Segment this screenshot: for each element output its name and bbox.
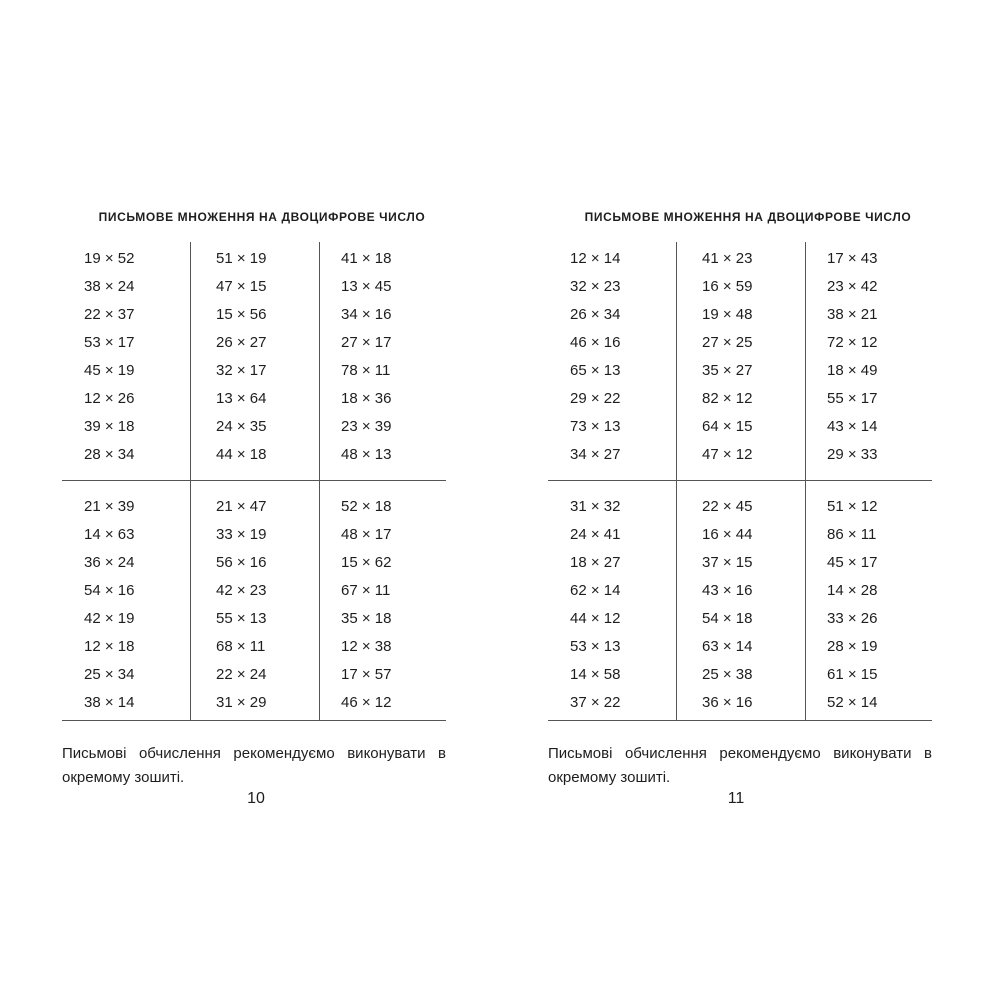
multiplication-exercise: 17 × 43 bbox=[827, 250, 878, 267]
multiplication-exercise: 18 × 27 bbox=[570, 554, 621, 571]
multiplication-exercise: 22 × 37 bbox=[84, 306, 135, 323]
multiplication-exercise: 34 × 27 bbox=[570, 446, 621, 463]
multiplication-exercise: 39 × 18 bbox=[84, 418, 135, 435]
multiplication-exercise: 14 × 63 bbox=[84, 526, 135, 543]
multiplication-exercise: 36 × 24 bbox=[84, 554, 135, 571]
page-number: 10 bbox=[247, 790, 265, 807]
multiplication-exercise: 41 × 23 bbox=[702, 250, 753, 267]
multiplication-exercise: 28 × 34 bbox=[84, 446, 135, 463]
multiplication-exercise: 78 × 11 bbox=[341, 362, 391, 379]
multiplication-exercise: 82 × 12 bbox=[702, 390, 753, 407]
multiplication-exercise: 19 × 52 bbox=[84, 250, 135, 267]
bottom-rule bbox=[62, 720, 446, 721]
multiplication-exercise: 43 × 14 bbox=[827, 418, 878, 435]
multiplication-exercise: 29 × 22 bbox=[570, 390, 621, 407]
multiplication-exercise: 52 × 14 bbox=[827, 694, 878, 711]
multiplication-exercise: 53 × 17 bbox=[84, 334, 135, 351]
multiplication-exercise: 36 × 16 bbox=[702, 694, 753, 711]
multiplication-exercise: 22 × 45 bbox=[702, 498, 753, 515]
multiplication-exercise: 65 × 13 bbox=[570, 362, 621, 379]
multiplication-exercise: 29 × 33 bbox=[827, 446, 878, 463]
multiplication-exercise: 45 × 17 bbox=[827, 554, 878, 571]
multiplication-exercise: 21 × 47 bbox=[216, 498, 267, 515]
multiplication-exercise: 47 × 12 bbox=[702, 446, 753, 463]
multiplication-exercise: 24 × 35 bbox=[216, 418, 267, 435]
multiplication-exercise: 25 × 34 bbox=[84, 666, 135, 683]
multiplication-exercise: 14 × 28 bbox=[827, 582, 878, 599]
multiplication-exercise: 24 × 41 bbox=[570, 526, 621, 543]
multiplication-exercise: 38 × 21 bbox=[827, 306, 878, 323]
multiplication-exercise: 44 × 12 bbox=[570, 610, 621, 627]
page-title: ПИСЬМОВЕ МНОЖЕННЯ НА ДВОЦИФРОВЕ ЧИСЛО bbox=[584, 210, 912, 224]
bottom-rule bbox=[548, 720, 932, 721]
multiplication-exercise: 13 × 64 bbox=[216, 390, 267, 407]
multiplication-exercise: 18 × 49 bbox=[827, 362, 878, 379]
multiplication-exercise: 67 × 11 bbox=[341, 582, 391, 599]
footnote: Письмові обчислення рекомендуємо виконувати в окремому зошиті. bbox=[548, 745, 932, 786]
multiplication-exercise: 25 × 38 bbox=[702, 666, 753, 683]
multiplication-exercise: 12 × 26 bbox=[84, 390, 135, 407]
multiplication-exercise: 38 × 24 bbox=[84, 278, 135, 295]
multiplication-exercise: 22 × 24 bbox=[216, 666, 267, 683]
multiplication-exercise: 35 × 18 bbox=[341, 610, 392, 627]
multiplication-exercise: 32 × 23 bbox=[570, 278, 621, 295]
multiplication-exercise: 31 × 29 bbox=[216, 694, 267, 711]
block-divider bbox=[548, 480, 932, 481]
multiplication-exercise: 55 × 13 bbox=[216, 610, 267, 627]
multiplication-exercise: 19 × 48 bbox=[702, 306, 753, 323]
multiplication-exercise: 35 × 27 bbox=[702, 362, 753, 379]
multiplication-exercise: 27 × 17 bbox=[341, 334, 392, 351]
multiplication-exercise: 15 × 62 bbox=[341, 554, 392, 571]
multiplication-exercise: 28 × 19 bbox=[827, 638, 878, 655]
multiplication-exercise: 12 × 18 bbox=[84, 638, 135, 655]
multiplication-exercise: 63 × 14 bbox=[702, 638, 753, 655]
multiplication-exercise: 38 × 14 bbox=[84, 694, 135, 711]
multiplication-exercise: 64 × 15 bbox=[702, 418, 753, 435]
multiplication-exercise: 53 × 13 bbox=[570, 638, 621, 655]
multiplication-exercise: 46 × 12 bbox=[341, 694, 392, 711]
multiplication-exercise: 68 × 11 bbox=[216, 638, 266, 655]
multiplication-exercise: 73 × 13 bbox=[570, 418, 621, 435]
multiplication-exercise: 48 × 13 bbox=[341, 446, 392, 463]
column-divider bbox=[805, 242, 806, 720]
multiplication-exercise: 16 × 44 bbox=[702, 526, 753, 543]
multiplication-exercise: 14 × 58 bbox=[570, 666, 621, 683]
multiplication-exercise: 56 × 16 bbox=[216, 554, 267, 571]
block-divider bbox=[62, 480, 446, 481]
multiplication-exercise: 47 × 15 bbox=[216, 278, 267, 295]
multiplication-exercise: 54 × 18 bbox=[702, 610, 753, 627]
multiplication-exercise: 37 × 22 bbox=[570, 694, 621, 711]
multiplication-exercise: 43 × 16 bbox=[702, 582, 753, 599]
multiplication-exercise: 13 × 45 bbox=[341, 278, 392, 295]
right-page bbox=[548, 0, 948, 1000]
multiplication-exercise: 37 × 15 bbox=[702, 554, 753, 571]
multiplication-exercise: 46 × 16 bbox=[570, 334, 621, 351]
multiplication-exercise: 55 × 17 bbox=[827, 390, 878, 407]
multiplication-exercise: 42 × 19 bbox=[84, 610, 135, 627]
multiplication-exercise: 42 × 23 bbox=[216, 582, 267, 599]
exercise-grid bbox=[548, 242, 932, 722]
multiplication-exercise: 18 × 36 bbox=[341, 390, 392, 407]
page-title: ПИСЬМОВЕ МНОЖЕННЯ НА ДВОЦИФРОВЕ ЧИСЛО bbox=[98, 210, 426, 224]
multiplication-exercise: 61 × 15 bbox=[827, 666, 878, 683]
multiplication-exercise: 41 × 18 bbox=[341, 250, 392, 267]
exercise-grid bbox=[62, 242, 446, 722]
multiplication-exercise: 27 × 25 bbox=[702, 334, 753, 351]
multiplication-exercise: 34 × 16 bbox=[341, 306, 392, 323]
multiplication-exercise: 17 × 57 bbox=[341, 666, 392, 683]
multiplication-exercise: 12 × 14 bbox=[570, 250, 621, 267]
multiplication-exercise: 33 × 19 bbox=[216, 526, 267, 543]
multiplication-exercise: 72 × 12 bbox=[827, 334, 878, 351]
multiplication-exercise: 23 × 42 bbox=[827, 278, 878, 295]
multiplication-exercise: 51 × 19 bbox=[216, 250, 267, 267]
column-divider bbox=[190, 242, 191, 720]
multiplication-exercise: 12 × 38 bbox=[341, 638, 392, 655]
multiplication-exercise: 33 × 26 bbox=[827, 610, 878, 627]
multiplication-exercise: 26 × 34 bbox=[570, 306, 621, 323]
multiplication-exercise: 48 × 17 bbox=[341, 526, 392, 543]
column-divider bbox=[319, 242, 320, 720]
page-number: 11 bbox=[727, 790, 745, 807]
multiplication-exercise: 62 × 14 bbox=[570, 582, 621, 599]
multiplication-exercise: 15 × 56 bbox=[216, 306, 267, 323]
footnote: Письмові обчислення рекомендуємо виконувати в окремому зошиті. bbox=[62, 745, 446, 786]
multiplication-exercise: 23 × 39 bbox=[341, 418, 392, 435]
multiplication-exercise: 16 × 59 bbox=[702, 278, 753, 295]
multiplication-exercise: 54 × 16 bbox=[84, 582, 135, 599]
multiplication-exercise: 21 × 39 bbox=[84, 498, 135, 515]
multiplication-exercise: 51 × 12 bbox=[827, 498, 878, 515]
column-divider bbox=[676, 242, 677, 720]
left-page bbox=[62, 0, 462, 1000]
multiplication-exercise: 26 × 27 bbox=[216, 334, 267, 351]
multiplication-exercise: 32 × 17 bbox=[216, 362, 267, 379]
multiplication-exercise: 86 × 11 bbox=[827, 526, 877, 543]
multiplication-exercise: 31 × 32 bbox=[570, 498, 621, 515]
multiplication-exercise: 44 × 18 bbox=[216, 446, 267, 463]
multiplication-exercise: 52 × 18 bbox=[341, 498, 392, 515]
multiplication-exercise: 45 × 19 bbox=[84, 362, 135, 379]
